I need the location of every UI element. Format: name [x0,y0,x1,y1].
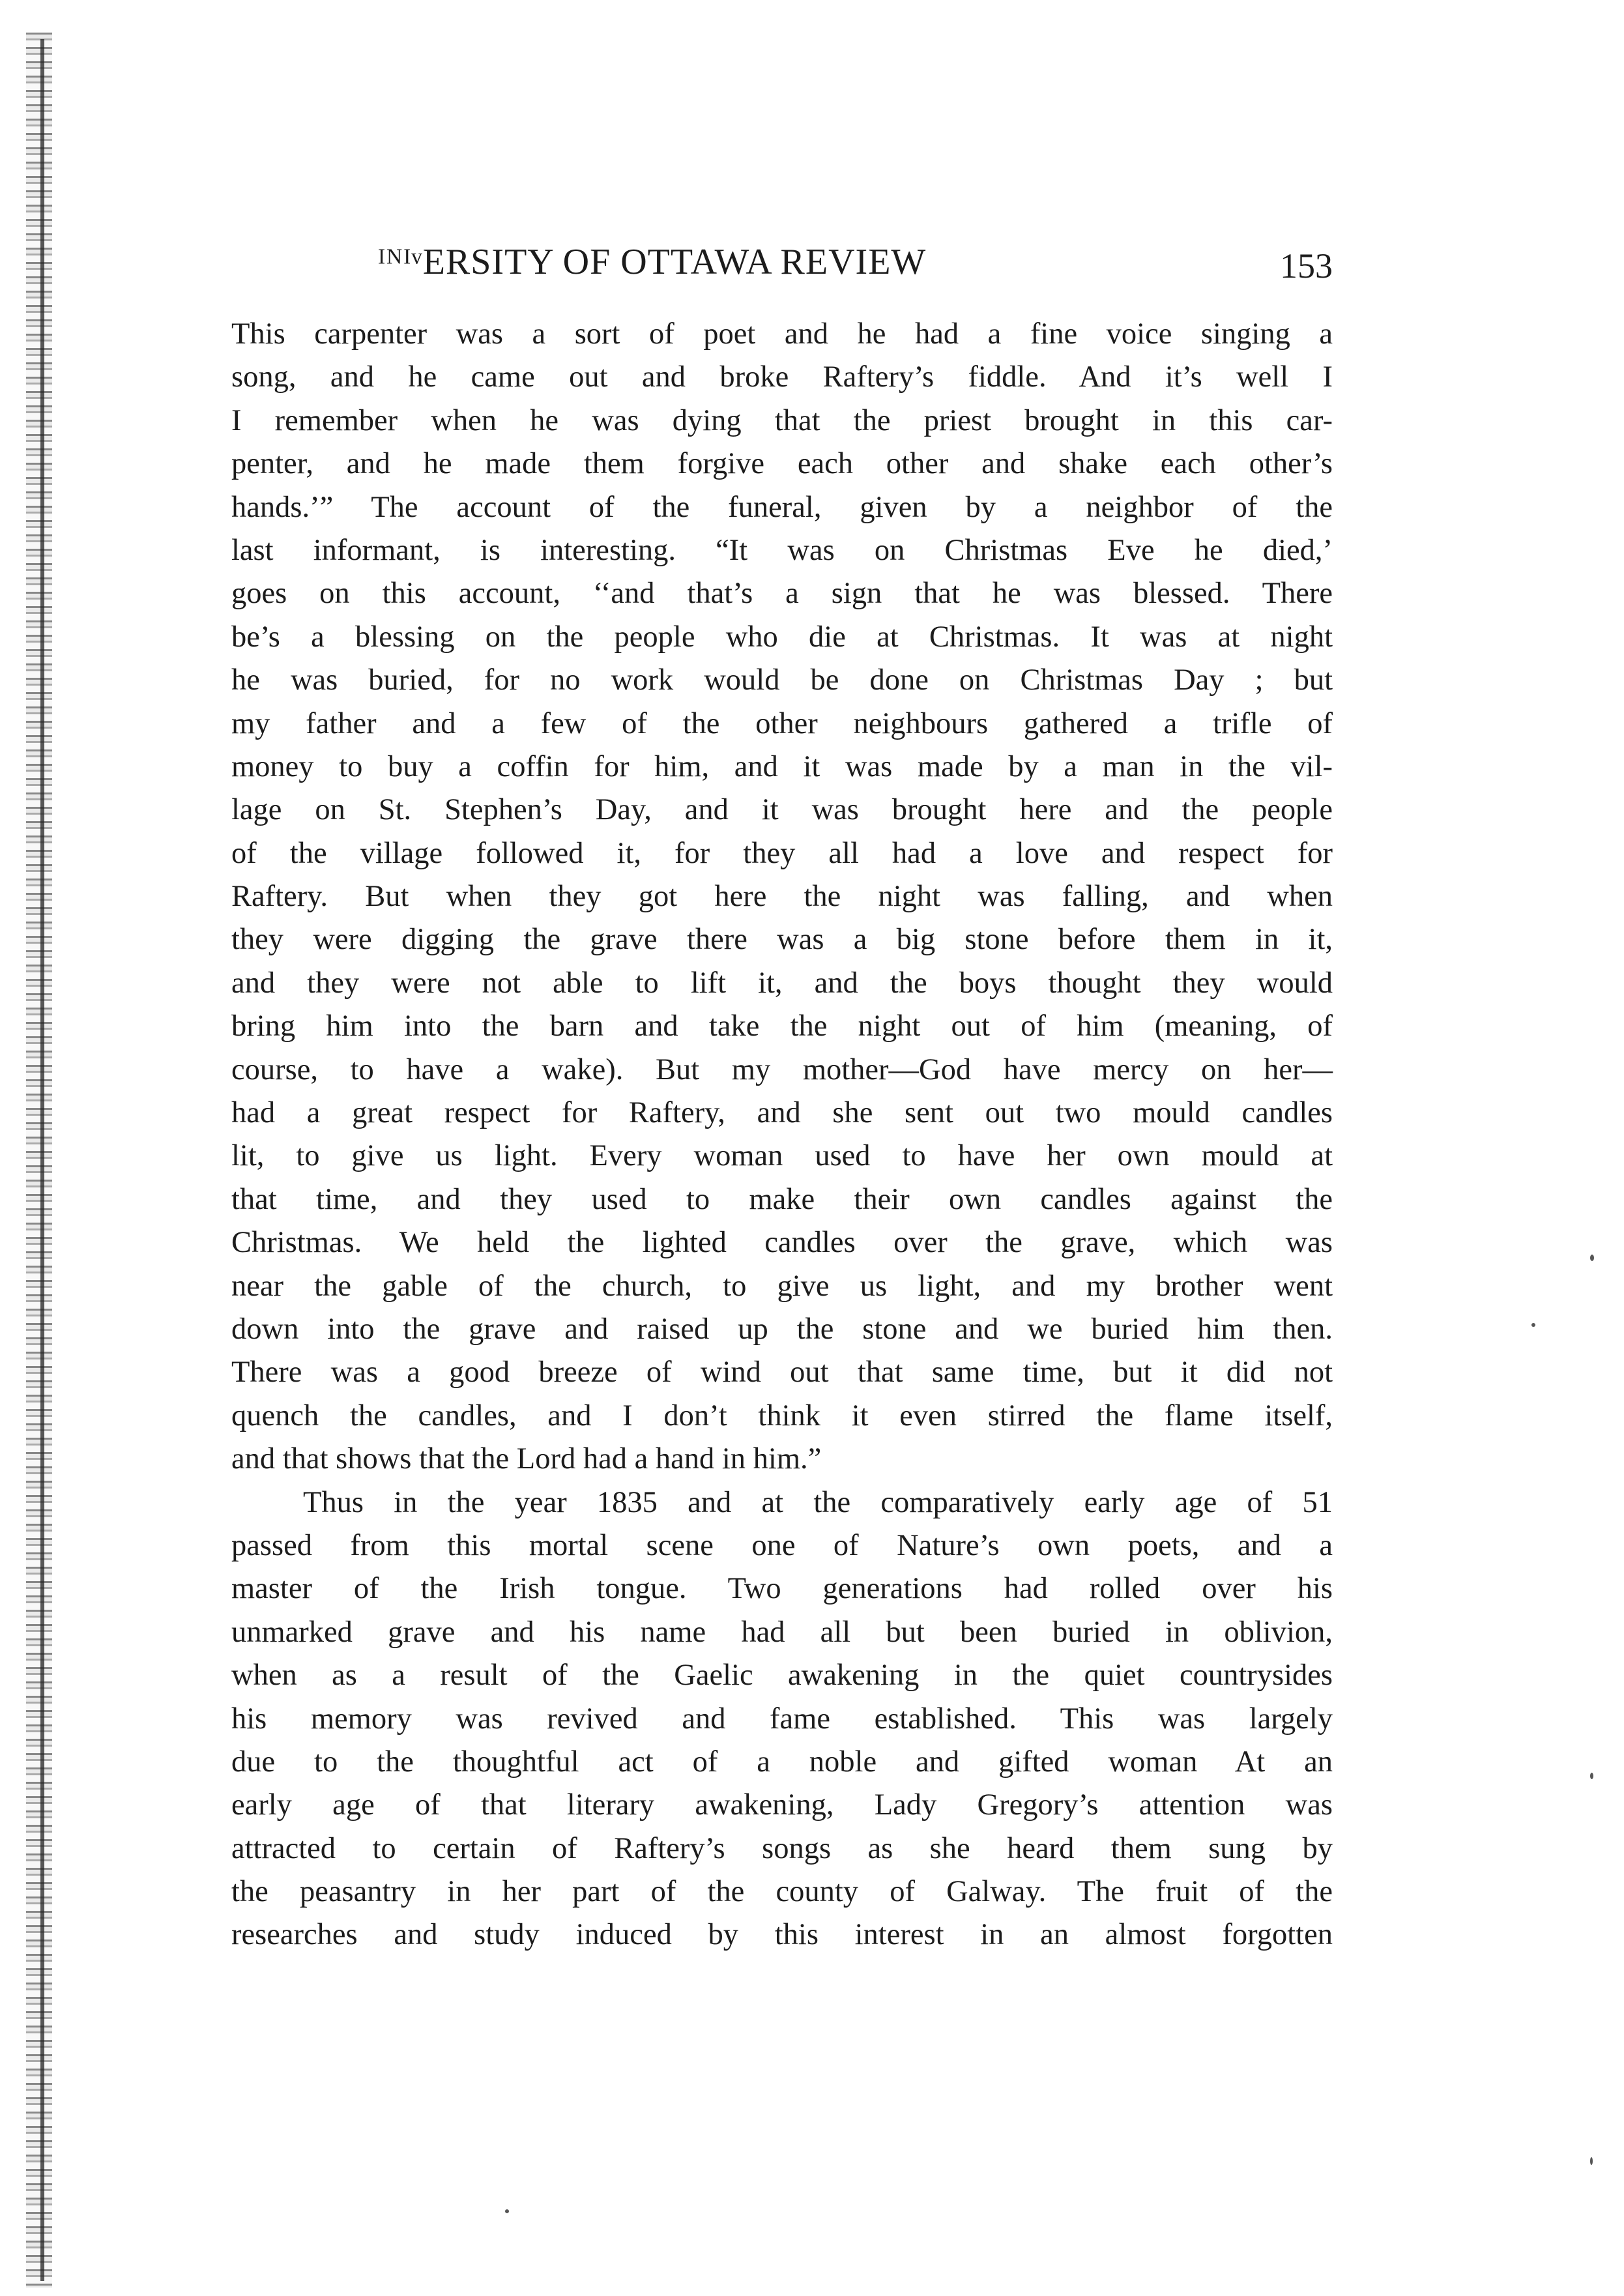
text-line: his memory was revived and fame established. This was largely [231,1702,1333,1736]
text-line: master of the Irish tongue. Two generations had rolled over his [231,1572,1333,1606]
text-line: down into the grave and raised up the stone and we buried him then. [231,1312,1333,1346]
text-line: when as a result of the Gaelic awakening in the quiet countrysides [231,1659,1333,1693]
text-line: Christmas. We held the lighted candles over the grave, which was [231,1226,1333,1260]
text-line: lage on St. Stephen’s Day, and it was brought here and the people [231,793,1333,827]
scan-speck [1590,1773,1593,1779]
page-binding-edge [26,33,52,2288]
text-line: hands.’” The account of the funeral, given by a neighbor of the [231,490,1333,524]
text-line: course, to have a wake). But my mother—God have mercy on her— [231,1053,1333,1086]
text-line: This carpenter was a sort of poet and he had a fine voice singing a [231,317,1333,351]
scan-speck [1590,1255,1594,1261]
text-line: goes on this account, ‘‘and that’s a sign that he was blessed. There [231,577,1333,611]
text-line: and that shows that the Lord had a hand in him.” [231,1442,822,1476]
text-line: song, and he came out and broke Raftery’s fiddle. And it’s well I [231,360,1333,394]
text-line: researches and study induced by this interest in an almost forgotten [231,1918,1333,1952]
text-line: attracted to certain of Raftery’s songs as she heard them sung by [231,1831,1333,1865]
text-line: due to the thoughtful act of a noble and gifted woman At an [231,1745,1333,1779]
page-header [231,236,1333,288]
text-line: last informant, is interesting. “It was on Christmas Eve he died,’ [231,533,1333,567]
text-line: and they were not able to lift it, and the boys thought they would [231,966,1333,1000]
text-line: quench the candles, and I don’t think it even stirred the flame itself, [231,1399,1333,1432]
text-line: that time, and they used to make their own candles against the [231,1182,1333,1216]
page-binding-line [40,39,44,2281]
text-line: he was buried, for no work would be done on Christmas Day ; but [231,663,1333,697]
text-line: my father and a few of the other neighbours gathered a trifle of [231,706,1333,740]
text-line: they were digging the grave there was a big stone before them in it, [231,923,1333,957]
text-line: near the gable of the church, to give us light, and my brother went [231,1269,1333,1303]
text-line: be’s a blessing on the people who die at Christmas. It was at night [231,620,1333,654]
text-line: Raftery. But when they got here the night was falling, and when [231,880,1333,914]
scan-speck [1531,1323,1535,1327]
scan-speck [505,2209,509,2213]
text-line: unmarked grave and his name had all but been buried in oblivion, [231,1615,1333,1649]
text-line: bring him into the barn and take the night out of him (meaning, of [231,1010,1333,1043]
body-text [231,313,1333,1957]
text-line: money to buy a coffin for him, and it was made by a man in the vil- [231,749,1333,783]
text-line: early age of that literary awakening, Lady Gregory’s attention was [231,1788,1333,1822]
page-number: 153 [1280,246,1333,285]
text-line: I remember when he was dying that the priest brought in this car- [231,403,1333,437]
text-line: There was a good breeze of wind out that same time, but it did not [231,1356,1333,1389]
scan-speck [1590,2157,1593,2165]
text-line: passed from this mortal scene one of Nature’s own poets, and a [231,1528,1333,1562]
running-head: ᴵᴺᴵᵛERSITY OF OTTAWA REVIEW [378,242,927,282]
text-line: penter, and he made them forgive each other and shake each other’s [231,447,1333,481]
text-line: had a great respect for Raftery, and she sent out two mould candles [231,1096,1333,1130]
paragraph-first-line: Thus in the year 1835 and at the comparatively early age of 51 [303,1485,1333,1519]
text-line: the peasantry in her part of the county of Galway. The fruit of the [231,1875,1333,1909]
text-line: of the village followed it, for they all had a love and respect for [231,836,1333,870]
text-line: lit, to give us light. Every woman used to have her own mould at [231,1139,1333,1173]
